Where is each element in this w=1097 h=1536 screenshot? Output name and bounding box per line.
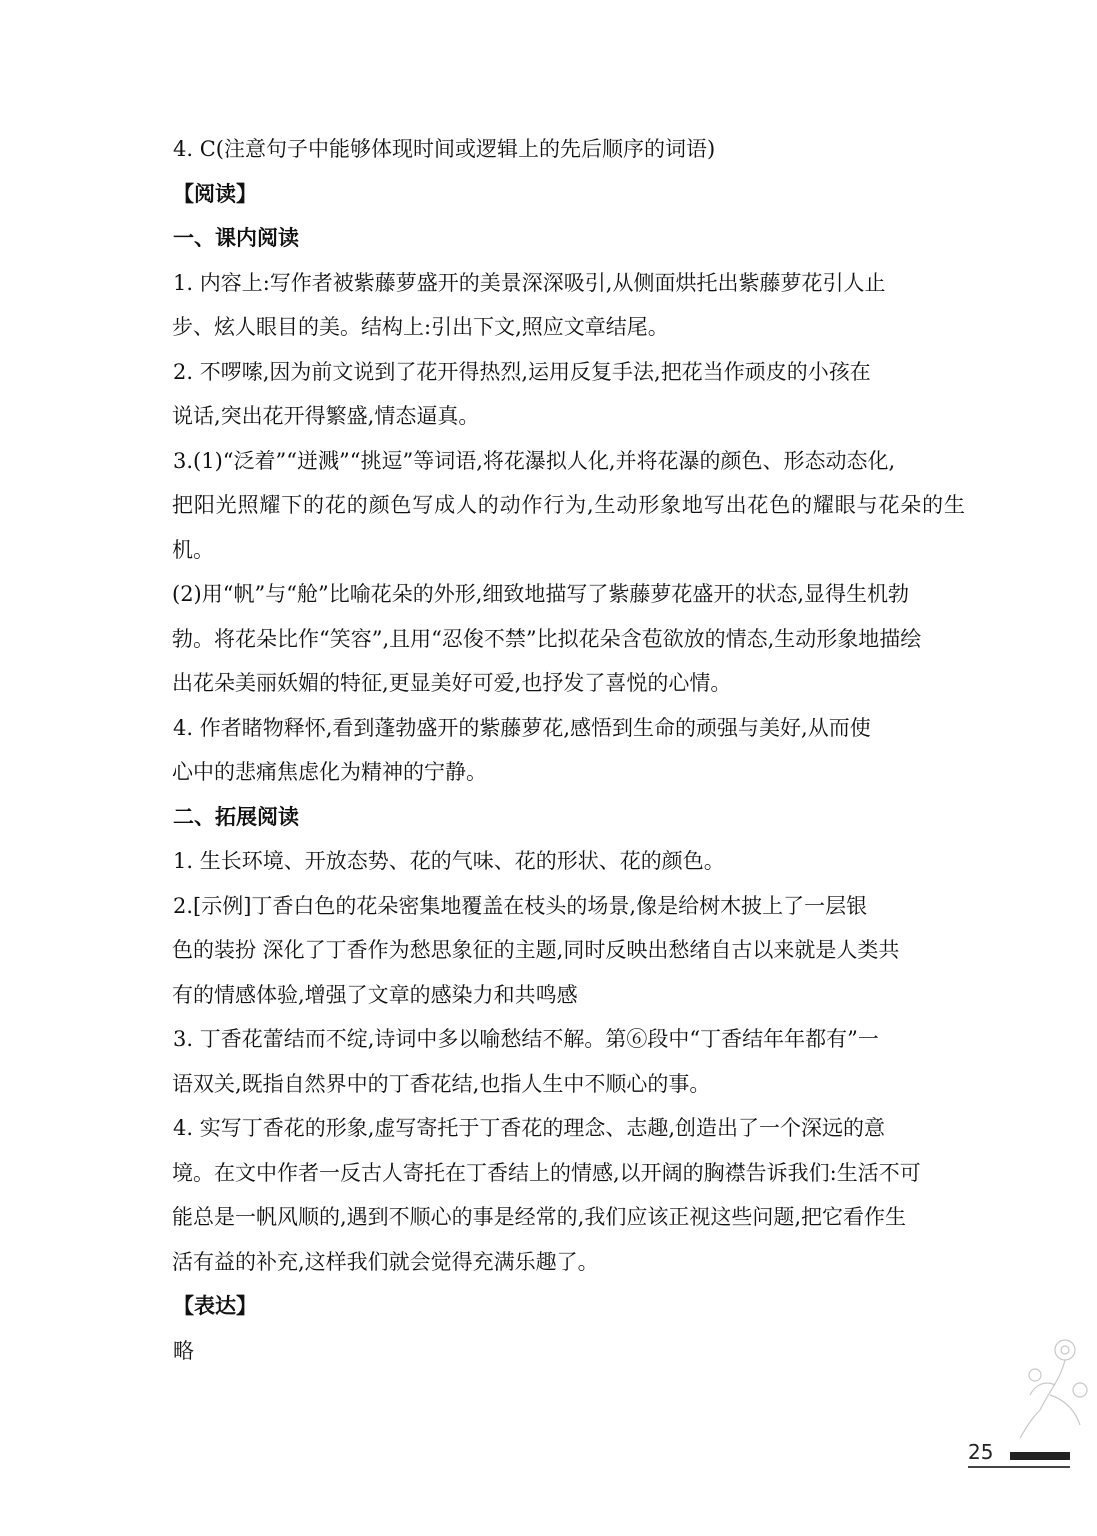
answer-content: [173, 127, 965, 1373]
e2-line-3: 有的情感体验,增强了文章的感染力和共鸣感: [172, 982, 578, 1007]
q2-line-2: 说话,突出花开得繁盛,情态逼真。: [172, 404, 480, 428]
q1-line-2: 步、炫人眼目的美。结构上:引出下文,照应文章结尾。: [172, 315, 669, 339]
e2-line-1: 2.[示例]丁香白色的花朵密集地覆盖在枝头的场景,像是给树木披上了一层银: [173, 893, 868, 918]
expression-section-tag: 【表达】: [173, 1294, 257, 1318]
q2-line-1: 2. 不啰嗦,因为前文说到了花开得热烈,运用反复手法,把花当作顽皮的小孩在: [173, 359, 871, 384]
page-footer-rule: [968, 1466, 1070, 1468]
q3-line-5: 出花朵美丽妖媚的特征,更显美好可爱,也抒发了喜悦的心情。: [172, 671, 732, 695]
q4-line-2: 心中的悲痛焦虑化为精神的宁静。: [172, 760, 487, 784]
q3-line-2: 把阳光照耀下的花的颜色写成人的动作行为,生动形象地写出花色的耀眼与花朵的生机。: [172, 493, 965, 562]
reading-section-tag: 【阅读】: [173, 181, 257, 206]
e4-line-4: 活有益的补充,这样我们就会觉得充满乐趣了。: [172, 1249, 599, 1274]
q4-line-1: 4. 作者睹物释怀,看到蓬勃盛开的紫藤萝花,感悟到生命的顽强与美好,从而使: [173, 715, 871, 740]
e4-line-1: 4. 实写丁香花的形象,虚写寄托于丁香花的理念、志趣,创造出了一个深远的意: [173, 1116, 886, 1140]
extended-reading-heading: 二、拓展阅读: [173, 804, 299, 829]
page-number: 25: [968, 1440, 994, 1464]
page-number-bar: [1010, 1452, 1070, 1460]
answer-4-choice: 4. C(注意句子中能够体现时间或逻辑上的先后顺序的词语): [173, 137, 716, 161]
floral-ornament-icon: [1010, 1330, 1097, 1440]
e4-line-3: 能总是一帆风顺的,遇到不顺心的事是经常的,我们应该正视这些问题,把它看作生: [172, 1205, 907, 1229]
e1-line-1: 1. 生长环境、开放态势、花的气味、花的形状、花的颜色。: [173, 849, 725, 873]
e3-line-2: 语双关,既指自然界中的丁香花结,也指人生中不顺心的事。: [172, 1071, 711, 1096]
q3-line-1: 3.(1)“泛着”“迸溅”“挑逗”等词语,将花瀑拟人化,并将花瀑的颜色、形态动态化,: [173, 448, 896, 473]
q3-line-4: 勃。将花朵比作“笑容”,且用“忍俊不禁”比拟花朵含苞欲放的情态,生动形象地描绘: [172, 626, 922, 651]
q1-line-1: 1. 内容上:写作者被紫藤萝盛开的美景深深吸引,从侧面烘托出紫藤萝花引人止: [173, 270, 886, 295]
e4-line-2: 境。在文中作者一反古人寄托在丁香结上的情感,以开阔的胸襟告诉我们:生活不可: [172, 1160, 921, 1185]
q3-line-3: (2)用“帆”与“舱”比喻花朵的外形,细致地描写了紫藤萝花盛开的状态,显得生机勃: [172, 582, 910, 606]
expression-body: 略: [173, 1338, 194, 1363]
e2-line-2: 色的装扮 深化了丁香作为愁思象征的主题,同时反映出愁绪自古以来就是人类共: [172, 938, 900, 962]
e3-line-1: 3. 丁香花蕾结而不绽,诗词中多以喻愁结不解。第⑥段中“丁香结年年都有”一: [173, 1027, 879, 1051]
in-class-reading-heading: 一、课内阅读: [173, 226, 299, 250]
